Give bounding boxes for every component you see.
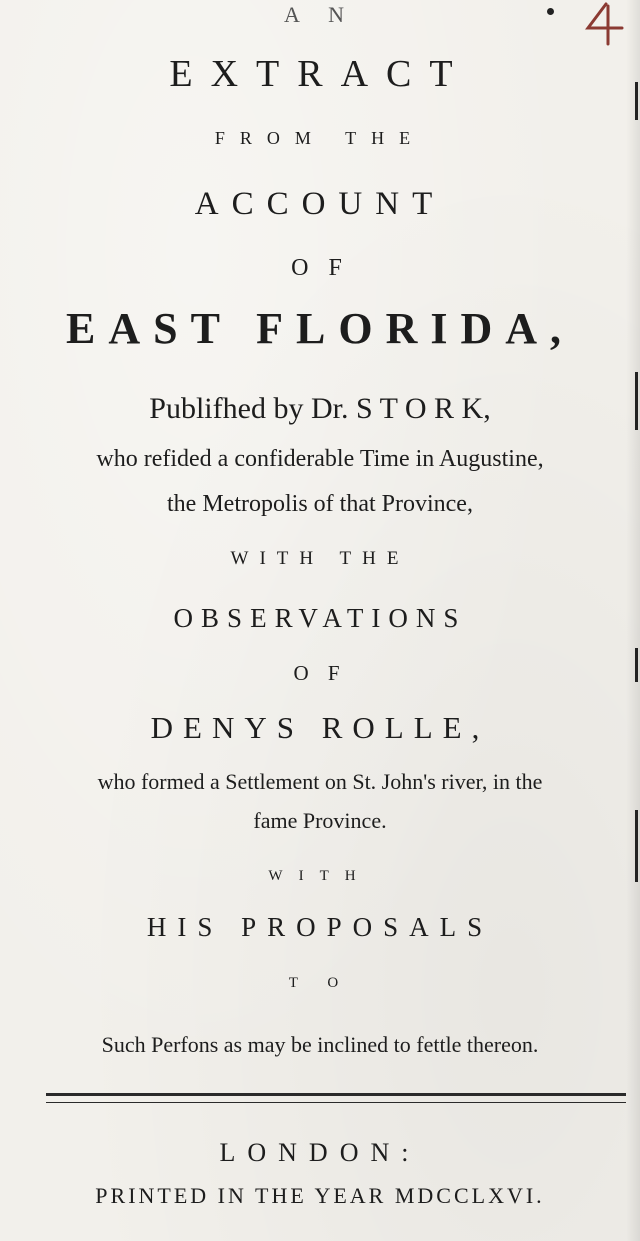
double-rule-divider [46, 1093, 626, 1103]
same-province-line: fame Province. [253, 808, 387, 833]
title-from-the: FROM THE [214, 128, 426, 148]
title-of-1: O F [291, 255, 349, 281]
proposals-heading: HIS PROPOSALS [146, 912, 494, 942]
denys-rolle-heading: DENYS ROLLE, [150, 710, 490, 745]
to-line: T O [288, 975, 352, 991]
settlement-line: who formed a Settlement on St. John's river, in the [97, 769, 543, 794]
such-persons-line: Such Perfons as may be inclined to fettle thereon. [101, 1032, 539, 1057]
of-line-2: O F [293, 661, 347, 685]
with-line: WITH [268, 868, 372, 884]
title-east-florida: EAST FLORIDA, [65, 304, 575, 353]
resided-line: who refided a confiderable Time in Augustine, [96, 446, 544, 472]
title-an: A N [283, 2, 357, 27]
imprint-printed: PRINTED IN THE YEAR MDCCLXVI. [95, 1183, 545, 1208]
title-account: ACCOUNT [194, 186, 446, 222]
with-the-line: WITH THE [230, 548, 410, 569]
published-by-line: Publifhed by Dr. S T O R K, [149, 392, 491, 425]
imprint-london: LONDON: [219, 1138, 421, 1167]
title-extract: EXTRACT [169, 53, 471, 95]
observations-heading: OBSERVATIONS [173, 603, 467, 633]
metropolis-line: the Metropolis of that Province, [167, 491, 473, 517]
